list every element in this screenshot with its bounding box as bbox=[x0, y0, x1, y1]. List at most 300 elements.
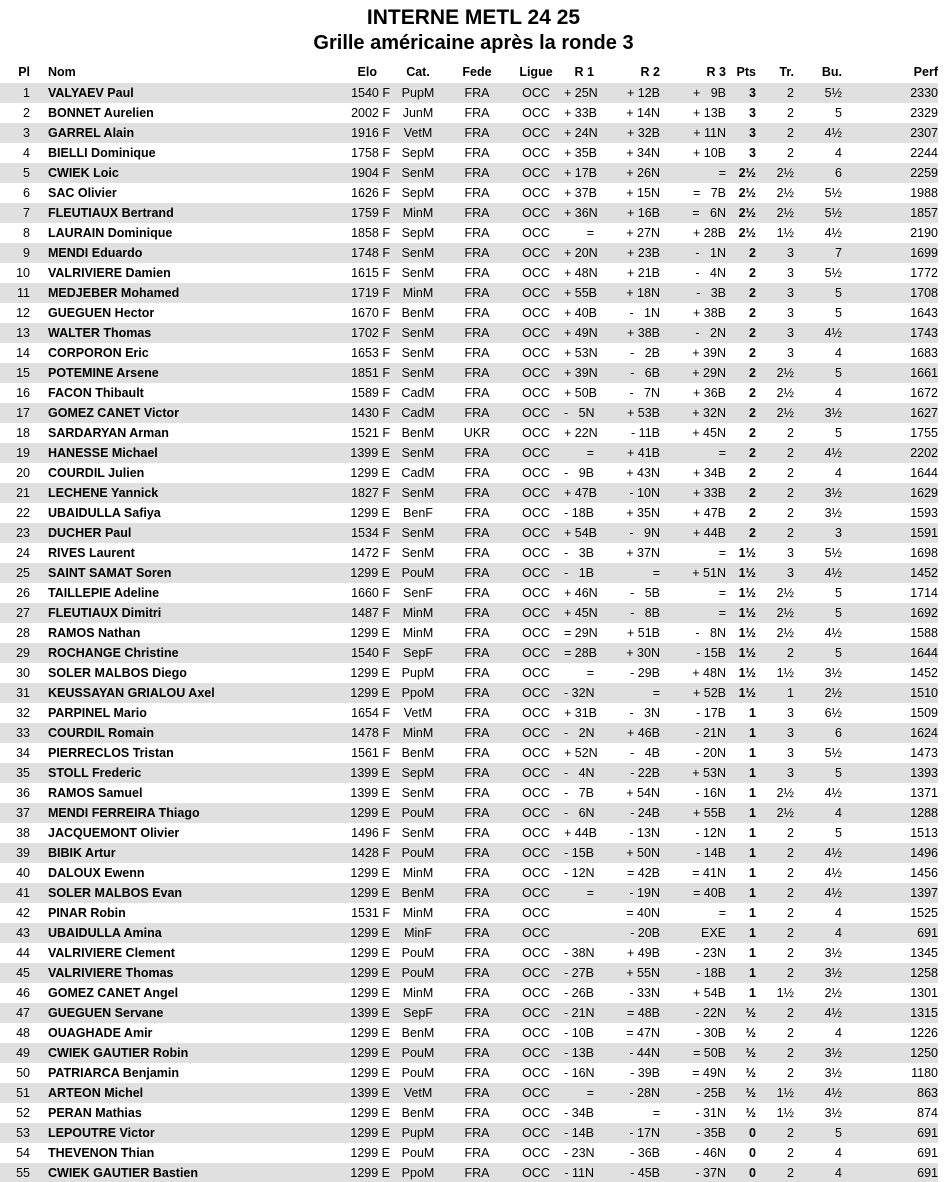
cell-league: OCC bbox=[522, 586, 550, 600]
cell-round2: + 54N bbox=[626, 786, 660, 800]
cell-bu: 5½ bbox=[824, 186, 842, 200]
cell-federation: FRA bbox=[464, 1166, 490, 1180]
cell-tr: 2 bbox=[787, 526, 794, 540]
cell-round3: - 21N bbox=[695, 726, 726, 740]
cell-tr: 2 bbox=[787, 126, 794, 140]
cell-perf: 1643 bbox=[910, 306, 938, 320]
cell-player-name: BIBIK Artur bbox=[48, 846, 116, 860]
cell-elo: 1399 E bbox=[350, 766, 390, 780]
cell-league: OCC bbox=[522, 906, 550, 920]
cell-player-name: MEDJEBER Mohamed bbox=[48, 286, 180, 300]
cell-place: 6 bbox=[23, 186, 30, 200]
cell-bu: 3½ bbox=[824, 1106, 842, 1120]
cell-bu: 3½ bbox=[824, 486, 842, 500]
cell-round1: + 20N bbox=[564, 246, 598, 260]
cell-round2: + 50N bbox=[626, 846, 660, 860]
cell-category: CadM bbox=[401, 466, 435, 480]
cell-tr: 2½ bbox=[776, 806, 794, 820]
cell-tr: 2 bbox=[787, 646, 794, 660]
cell-place: 35 bbox=[16, 766, 30, 780]
cell-federation: FRA bbox=[464, 726, 490, 740]
cell-round1: + 35B bbox=[564, 146, 598, 160]
col-header-perf: Perf bbox=[913, 65, 938, 79]
cell-round1: + 52N bbox=[564, 746, 598, 760]
cell-player-name: GUEGUEN Servane bbox=[48, 1006, 164, 1020]
cell-federation: FRA bbox=[464, 786, 490, 800]
cell-player-name: TAILLEPIE Adeline bbox=[48, 586, 160, 600]
cell-round2: + 15N bbox=[626, 186, 660, 200]
cell-league: OCC bbox=[522, 566, 550, 580]
cell-place: 36 bbox=[16, 786, 30, 800]
cell-perf: 1772 bbox=[910, 266, 938, 280]
cell-player-name: STOLL Frederic bbox=[48, 766, 142, 780]
table-row bbox=[0, 663, 938, 683]
cell-tr: 1 bbox=[787, 686, 794, 700]
cell-place: 25 bbox=[16, 566, 30, 580]
cell-bu: 5 bbox=[835, 1126, 842, 1140]
cell-federation: FRA bbox=[464, 546, 490, 560]
cell-round3: = 50B bbox=[692, 1046, 726, 1060]
cell-round2: - 7N bbox=[629, 386, 660, 400]
cell-points: 2 bbox=[749, 346, 756, 360]
cell-bu: 4 bbox=[835, 386, 842, 400]
cell-place: 54 bbox=[16, 1146, 30, 1160]
cell-player-name: OUAGHADE Amir bbox=[48, 1026, 153, 1040]
cell-points: 2½ bbox=[738, 206, 756, 220]
cell-points: 1½ bbox=[738, 686, 756, 700]
cell-federation: FRA bbox=[464, 506, 490, 520]
cell-points: 1½ bbox=[738, 646, 756, 660]
cell-league: OCC bbox=[522, 1086, 550, 1100]
cell-round1: - 6N bbox=[564, 806, 595, 820]
cell-round1: - 21N bbox=[564, 1006, 595, 1020]
cell-place: 22 bbox=[16, 506, 30, 520]
cell-perf: 1708 bbox=[910, 286, 938, 300]
cell-place: 47 bbox=[16, 1006, 30, 1020]
table-row bbox=[0, 843, 938, 863]
table-row bbox=[0, 503, 938, 523]
cell-bu: 3½ bbox=[824, 506, 842, 520]
cell-perf: 863 bbox=[917, 1086, 938, 1100]
cell-round3: - 1N bbox=[695, 246, 726, 260]
cell-round2: - 9N bbox=[629, 526, 660, 540]
cell-league: OCC bbox=[522, 166, 550, 180]
cell-round2: + 26N bbox=[626, 166, 660, 180]
cell-points: 2 bbox=[749, 526, 756, 540]
cell-elo: 1531 F bbox=[351, 906, 390, 920]
table-row bbox=[0, 563, 938, 583]
cell-points: 1 bbox=[749, 786, 756, 800]
cell-round3: + 54B bbox=[692, 986, 726, 1000]
cell-place: 31 bbox=[16, 686, 30, 700]
cell-points: 1 bbox=[749, 906, 756, 920]
cell-player-name: MENDI Eduardo bbox=[48, 246, 143, 260]
cell-category: CadM bbox=[401, 386, 435, 400]
table-row bbox=[0, 683, 938, 703]
cell-tr: 2 bbox=[787, 86, 794, 100]
cell-player-name: CORPORON Eric bbox=[48, 346, 149, 360]
cell-round2: + 51B bbox=[626, 626, 660, 640]
cell-points: 1 bbox=[749, 806, 756, 820]
cell-round3: - 14B bbox=[696, 846, 726, 860]
cell-round3: - 37N bbox=[695, 1166, 726, 1180]
cell-round1: - 11N bbox=[564, 1166, 594, 1180]
cell-federation: FRA bbox=[464, 186, 490, 200]
cell-elo: 1299 E bbox=[350, 1126, 390, 1140]
cell-category: SenM bbox=[401, 246, 435, 260]
cell-round2: - 13N bbox=[629, 826, 660, 840]
cell-points: ½ bbox=[745, 1026, 756, 1040]
cell-points: 2½ bbox=[738, 166, 756, 180]
cell-round2: - 22B bbox=[630, 766, 660, 780]
cell-round1: + 46N bbox=[564, 586, 598, 600]
cell-category: SenM bbox=[401, 266, 435, 280]
cell-perf: 1644 bbox=[910, 646, 938, 660]
cell-place: 32 bbox=[16, 706, 30, 720]
cell-round1: + 40B bbox=[564, 306, 598, 320]
cell-tr: 2 bbox=[787, 1166, 794, 1180]
table-row bbox=[0, 483, 938, 503]
cell-perf: 2244 bbox=[910, 146, 938, 160]
table-row bbox=[0, 1083, 938, 1103]
cell-federation: FRA bbox=[464, 606, 490, 620]
cell-elo: 1399 E bbox=[350, 1086, 390, 1100]
cell-points: 2 bbox=[749, 246, 756, 260]
cell-round2: = 48B bbox=[626, 1006, 660, 1020]
cell-place: 16 bbox=[16, 386, 30, 400]
cell-bu: 2½ bbox=[824, 686, 842, 700]
cell-perf: 691 bbox=[917, 1146, 938, 1160]
cell-elo: 1540 F bbox=[351, 86, 390, 100]
cell-place: 39 bbox=[16, 846, 30, 860]
table-row bbox=[0, 403, 938, 423]
cell-tr: 2½ bbox=[776, 366, 794, 380]
cell-perf: 1698 bbox=[910, 546, 938, 560]
cell-league: OCC bbox=[522, 446, 550, 460]
cell-place: 51 bbox=[16, 1086, 30, 1100]
cell-perf: 1452 bbox=[910, 566, 938, 580]
cell-points: 1½ bbox=[738, 606, 756, 620]
cell-round3: - 15B bbox=[696, 646, 726, 660]
cell-league: OCC bbox=[522, 926, 550, 940]
cell-points: 1½ bbox=[738, 666, 756, 680]
cell-category: VetM bbox=[403, 126, 433, 140]
cell-round3: + 48N bbox=[692, 666, 726, 680]
cell-elo: 1719 F bbox=[351, 286, 390, 300]
cell-points: 1½ bbox=[738, 546, 756, 560]
cell-player-name: COURDIL Julien bbox=[48, 466, 145, 480]
cell-round2: + 18N bbox=[626, 286, 660, 300]
cell-round3: + 36B bbox=[692, 386, 726, 400]
cell-federation: FRA bbox=[464, 386, 490, 400]
cell-category: MinM bbox=[402, 866, 434, 880]
cell-elo: 1904 F bbox=[351, 166, 390, 180]
cell-perf: 2330 bbox=[910, 86, 938, 100]
cell-league: OCC bbox=[522, 226, 550, 240]
cell-round2: + 46B bbox=[626, 726, 660, 740]
cell-elo: 1299 E bbox=[350, 966, 390, 980]
cell-league: OCC bbox=[522, 506, 550, 520]
cell-category: SenM bbox=[401, 486, 435, 500]
cell-federation: FRA bbox=[464, 766, 490, 780]
cell-elo: 1299 E bbox=[350, 806, 390, 820]
cell-category: PupM bbox=[401, 666, 435, 680]
cell-points: 1½ bbox=[738, 626, 756, 640]
cell-round2: + 23B bbox=[626, 246, 660, 260]
cell-federation: FRA bbox=[464, 486, 490, 500]
cell-category: PouM bbox=[401, 1066, 435, 1080]
col-header-round2: R 2 bbox=[640, 65, 660, 79]
cell-elo: 1748 F bbox=[351, 246, 390, 260]
cell-category: PupM bbox=[401, 1126, 435, 1140]
cell-tr: 3 bbox=[787, 726, 794, 740]
cell-round1: - 13B bbox=[564, 1046, 594, 1060]
cell-category: MinF bbox=[404, 926, 432, 940]
cell-points: 1 bbox=[749, 826, 756, 840]
cell-league: OCC bbox=[522, 186, 550, 200]
cell-points: 0 bbox=[749, 1166, 756, 1180]
table-row bbox=[0, 363, 938, 383]
cell-bu: 5 bbox=[835, 826, 842, 840]
cell-bu: 4 bbox=[835, 466, 842, 480]
cell-perf: 1180 bbox=[911, 1066, 938, 1080]
cell-player-name: PARPINEL Mario bbox=[48, 706, 147, 720]
table-row bbox=[0, 163, 938, 183]
cell-bu: 4½ bbox=[824, 626, 842, 640]
cell-tr: 2 bbox=[787, 486, 794, 500]
cell-league: OCC bbox=[522, 266, 550, 280]
cell-tr: 2 bbox=[787, 866, 794, 880]
cell-round3: + 53N bbox=[692, 766, 726, 780]
cell-federation: FRA bbox=[464, 646, 490, 660]
cell-league: OCC bbox=[522, 846, 550, 860]
cell-category: CadM bbox=[401, 406, 435, 420]
cell-perf: 1315 bbox=[910, 1006, 938, 1020]
cell-round3: + 34B bbox=[692, 466, 726, 480]
cell-round2: - 8B bbox=[630, 606, 660, 620]
cell-points: 2 bbox=[749, 426, 756, 440]
cell-tr: 2 bbox=[787, 1006, 794, 1020]
cell-points: ½ bbox=[745, 1006, 756, 1020]
cell-round3: = 41N bbox=[692, 866, 726, 880]
cell-points: 3 bbox=[749, 106, 756, 120]
cell-category: MinM bbox=[402, 206, 434, 220]
cell-round2: = 47N bbox=[626, 1026, 660, 1040]
cell-tr: 2½ bbox=[776, 586, 794, 600]
cell-league: OCC bbox=[522, 1126, 550, 1140]
cell-category: SepM bbox=[401, 186, 435, 200]
cell-bu: 3½ bbox=[824, 1066, 842, 1080]
cell-perf: 1345 bbox=[910, 946, 938, 960]
cell-round1: - 9B bbox=[564, 466, 594, 480]
cell-round1: + 45N bbox=[564, 606, 598, 620]
table-row bbox=[0, 983, 938, 1003]
cell-elo: 1534 F bbox=[351, 526, 390, 540]
cell-league: OCC bbox=[522, 1106, 550, 1120]
cell-elo: 1540 F bbox=[351, 646, 390, 660]
cell-place: 41 bbox=[16, 886, 30, 900]
cell-player-name: POTEMINE Arsene bbox=[48, 366, 159, 380]
cell-league: OCC bbox=[522, 686, 550, 700]
cell-federation: FRA bbox=[464, 1126, 490, 1140]
cell-elo: 1827 F bbox=[351, 486, 390, 500]
col-header-round1: R 1 bbox=[574, 65, 594, 79]
cell-tr: 2½ bbox=[776, 206, 794, 220]
cell-bu: 5 bbox=[835, 366, 842, 380]
cell-league: OCC bbox=[522, 1046, 550, 1060]
cell-place: 23 bbox=[16, 526, 30, 540]
cell-points: 0 bbox=[749, 1146, 756, 1160]
cell-player-name: RAMOS Nathan bbox=[48, 626, 141, 640]
table-row bbox=[0, 123, 938, 143]
table-row bbox=[0, 183, 938, 203]
cell-player-name: UBAIDULLA Safiya bbox=[48, 506, 161, 520]
cell-federation: FRA bbox=[464, 1046, 490, 1060]
cell-bu: 2½ bbox=[824, 986, 842, 1000]
cell-bu: 3½ bbox=[824, 946, 842, 960]
cell-place: 21 bbox=[16, 486, 30, 500]
cell-place: 15 bbox=[16, 366, 30, 380]
cell-round2: - 3N bbox=[629, 706, 660, 720]
cell-points: 2 bbox=[749, 286, 756, 300]
cell-league: OCC bbox=[522, 146, 550, 160]
cell-league: OCC bbox=[522, 666, 550, 680]
table-row bbox=[0, 823, 938, 843]
cell-round1: - 16N bbox=[564, 1066, 595, 1080]
cell-place: 4 bbox=[23, 146, 30, 160]
cell-player-name: ROCHANGE Christine bbox=[48, 646, 179, 660]
cell-category: BenM bbox=[401, 426, 435, 440]
cell-round3: - 35B bbox=[696, 1126, 726, 1140]
cell-category: SenM bbox=[401, 526, 435, 540]
cell-category: SepF bbox=[403, 1006, 433, 1020]
cell-points: 1½ bbox=[738, 566, 756, 580]
cell-federation: FRA bbox=[464, 806, 490, 820]
cell-federation: FRA bbox=[464, 946, 490, 960]
cell-place: 34 bbox=[16, 746, 30, 760]
cell-bu: 5 bbox=[835, 766, 842, 780]
cell-category: SenM bbox=[401, 326, 435, 340]
cell-elo: 1399 E bbox=[350, 446, 390, 460]
cell-elo: 1589 F bbox=[351, 386, 390, 400]
cell-points: 2 bbox=[749, 326, 756, 340]
cell-round3: - 17B bbox=[696, 706, 726, 720]
cell-perf: 1699 bbox=[910, 246, 938, 260]
cell-category: SepM bbox=[401, 146, 435, 160]
cell-federation: FRA bbox=[464, 666, 490, 680]
cell-round3: - 16N bbox=[695, 786, 726, 800]
cell-player-name: COURDIL Romain bbox=[48, 726, 155, 740]
cell-federation: FRA bbox=[464, 446, 490, 460]
cell-perf: 1393 bbox=[910, 766, 938, 780]
cell-round1: - 26B bbox=[564, 986, 594, 1000]
cell-tr: 2½ bbox=[776, 606, 794, 620]
table-row bbox=[0, 203, 938, 223]
cell-federation: FRA bbox=[464, 286, 490, 300]
cell-perf: 1250 bbox=[910, 1046, 938, 1060]
cell-federation: FRA bbox=[464, 1106, 490, 1120]
cell-elo: 1653 F bbox=[351, 346, 390, 360]
cell-place: 45 bbox=[16, 966, 30, 980]
cell-federation: FRA bbox=[464, 106, 490, 120]
cell-federation: FRA bbox=[464, 866, 490, 880]
cell-round2: + 37N bbox=[626, 546, 660, 560]
cell-round1: = bbox=[586, 666, 594, 680]
cell-federation: FRA bbox=[464, 366, 490, 380]
cell-league: OCC bbox=[522, 886, 550, 900]
cell-perf: 1683 bbox=[910, 346, 938, 360]
cell-round2: - 2B bbox=[630, 346, 660, 360]
cell-perf: 1661 bbox=[910, 366, 938, 380]
cell-round3: + 9B bbox=[692, 86, 726, 100]
cell-round1: - 3B bbox=[564, 546, 594, 560]
table-row bbox=[0, 1143, 938, 1163]
cell-round3: - 46N bbox=[695, 1146, 726, 1160]
cell-tr: 1½ bbox=[776, 666, 794, 680]
table-row bbox=[0, 103, 938, 123]
cell-perf: 1593 bbox=[910, 506, 938, 520]
cell-bu: 7 bbox=[835, 246, 842, 260]
cell-tr: 3 bbox=[787, 286, 794, 300]
cell-elo: 1299 E bbox=[350, 1026, 390, 1040]
cell-points: 2 bbox=[749, 386, 756, 400]
cell-tr: 3 bbox=[787, 326, 794, 340]
cell-points: ½ bbox=[745, 1106, 756, 1120]
cell-tr: 3 bbox=[787, 246, 794, 260]
cell-round2: + 35N bbox=[626, 506, 660, 520]
cell-perf: 2202 bbox=[910, 446, 938, 460]
cell-federation: FRA bbox=[464, 406, 490, 420]
cell-federation: FRA bbox=[464, 986, 490, 1000]
cell-player-name: GOMEZ CANET Victor bbox=[48, 406, 180, 420]
cell-federation: FRA bbox=[464, 1146, 490, 1160]
cell-round2: + 38B bbox=[626, 326, 660, 340]
cell-federation: FRA bbox=[464, 586, 490, 600]
cell-player-name: LECHENE Yannick bbox=[48, 486, 159, 500]
cell-league: OCC bbox=[522, 1006, 550, 1020]
table-row bbox=[0, 583, 938, 603]
cell-tr: 3 bbox=[787, 746, 794, 760]
cell-place: 20 bbox=[16, 466, 30, 480]
cell-category: BenM bbox=[401, 1026, 435, 1040]
cell-league: OCC bbox=[522, 966, 550, 980]
cell-points: 2 bbox=[749, 446, 756, 460]
cell-elo: 1299 E bbox=[350, 1106, 390, 1120]
cell-round1: - 2N bbox=[564, 726, 595, 740]
cell-federation: UKR bbox=[463, 426, 491, 440]
cell-round1: + 47B bbox=[564, 486, 598, 500]
cell-bu: 5½ bbox=[824, 546, 842, 560]
cell-perf: 1452 bbox=[910, 666, 938, 680]
cell-category: PouM bbox=[401, 946, 435, 960]
cell-elo: 1615 F bbox=[351, 266, 390, 280]
cell-points: 1 bbox=[749, 966, 756, 980]
cell-tr: 2 bbox=[787, 146, 794, 160]
cell-category: MinM bbox=[402, 626, 434, 640]
table-row bbox=[0, 1123, 938, 1143]
cell-points: 2 bbox=[749, 366, 756, 380]
cell-elo: 1626 F bbox=[351, 186, 390, 200]
cell-place: 43 bbox=[16, 926, 30, 940]
cell-round1: - 4N bbox=[564, 766, 595, 780]
cell-player-name: VALRIVIERE Damien bbox=[48, 266, 171, 280]
table-row bbox=[0, 643, 938, 663]
cell-player-name: WALTER Thomas bbox=[48, 326, 152, 340]
col-header-tr: Tr. bbox=[779, 65, 794, 79]
cell-bu: 6 bbox=[835, 726, 842, 740]
cell-elo: 1702 F bbox=[351, 326, 390, 340]
cell-round3: + 39N bbox=[692, 346, 726, 360]
